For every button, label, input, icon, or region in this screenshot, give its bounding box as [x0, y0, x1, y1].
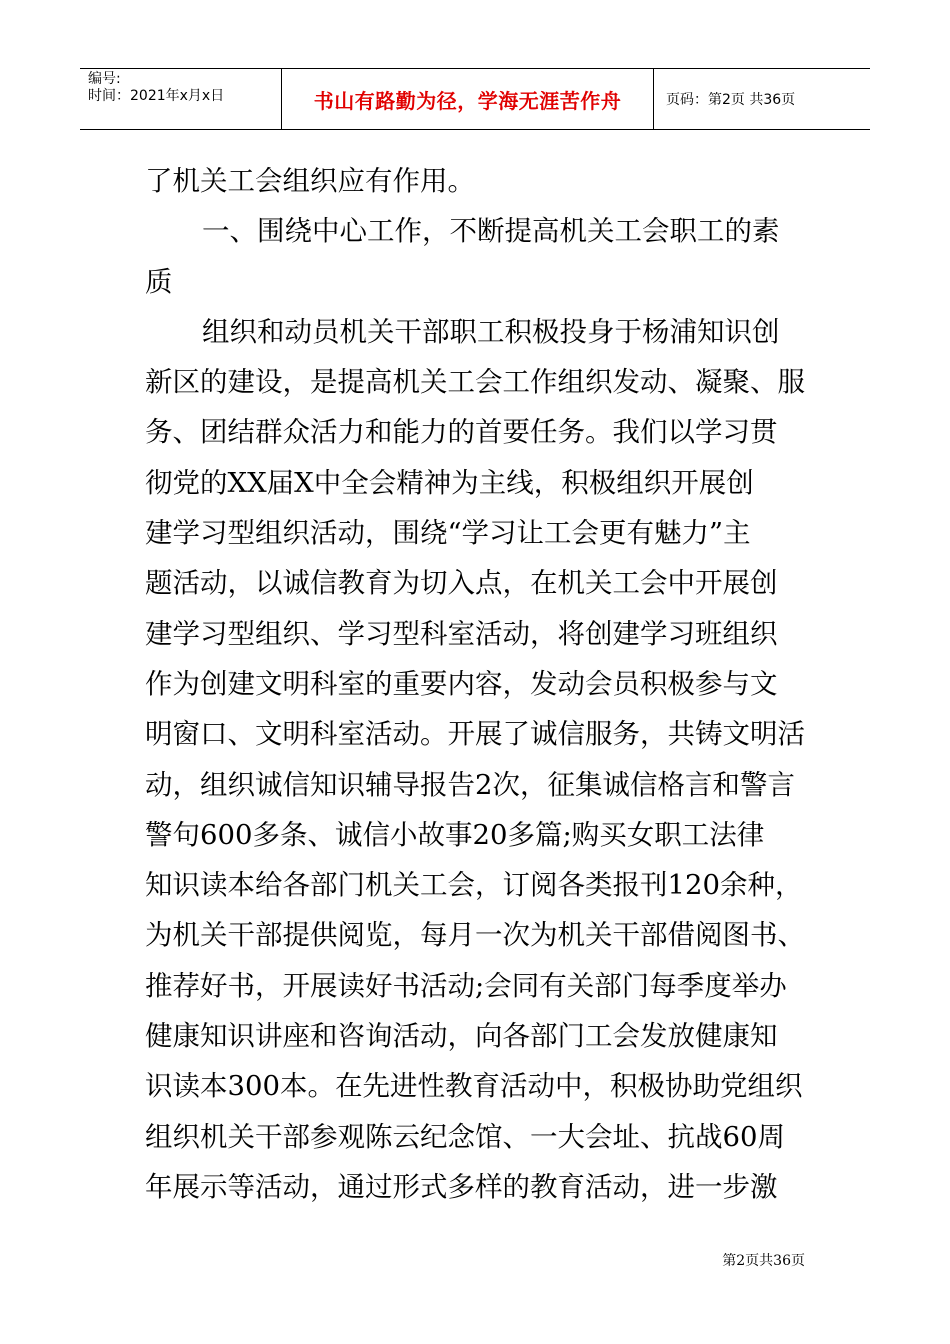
- body-line: 作为创建文明科室的重要内容，发动会员积极参与文: [145, 667, 778, 700]
- body-line: 推荐好书，开展读好书活动;会同有关部门每季度举办: [145, 969, 787, 1002]
- body-line: 新区的建设，是提高机关工会工作组织发动、凝聚、服: [145, 366, 805, 399]
- section-heading-cont: 质: [145, 265, 173, 298]
- body-line: 彻党的XX届X中全会精神为主线，积极组织开展创: [145, 466, 754, 499]
- number-label: 编号:: [88, 71, 121, 87]
- body-line: 建学习型组织活动，围绕“学习让工会更有魅力”主: [145, 517, 751, 550]
- footer-page-number: 第2页共36页: [722, 1253, 805, 1269]
- section-heading: 一、围绕中心工作，不断提高机关工会职工的素: [202, 215, 780, 248]
- body-line: 识读本300本。在先进性教育活动中，积极协助党组织: [145, 1070, 803, 1103]
- body-line: 务、团结群众活力和能力的首要任务。我们以学习贯: [145, 416, 778, 449]
- header-meta: [80, 69, 282, 129]
- body-line: 动，组织诚信知识辅导报告2次，征集诚信格言和警言: [145, 768, 795, 801]
- document-header: [80, 68, 870, 130]
- time-label: 时间：2021年x月x日: [88, 88, 225, 104]
- body-line: 组织和动员机关干部职工积极投身于杨浦知识创: [202, 315, 780, 348]
- body-line: 组织机关干部参观陈云纪念馆、一大会址、抗战60周: [145, 1120, 785, 1153]
- body-line: 建学习型组织、学习型科室活动，将创建学习班组织: [145, 617, 778, 650]
- header-motto: 书山有路勤为径，学海无涯苦作舟: [282, 69, 654, 129]
- header-page-label: 页码：第2页 共36页: [666, 92, 796, 108]
- body-line: 警句600多条、诚信小故事20多篇;购买女职工法律: [145, 818, 765, 851]
- body-line: 了机关工会组织应有作用。: [145, 165, 475, 197]
- body-line: 为机关干部提供阅览，每月一次为机关干部借阅图书、: [145, 919, 805, 952]
- body-line: 题活动，以诚信教育为切入点，在机关工会中开展创: [145, 567, 778, 600]
- body-line: 知识读本给各部门机关工会，订阅各类报刊120余种，: [145, 869, 803, 902]
- body-line: 年展示等活动，通过形式多样的教育活动，进一步激: [145, 1170, 778, 1203]
- body-line: 健康知识讲座和咨询活动，向各部门工会发放健康知: [145, 1020, 778, 1053]
- document-body: [145, 156, 813, 1212]
- body-line: 明窗口、文明科室活动。开展了诚信服务，共铸文明活: [145, 718, 805, 751]
